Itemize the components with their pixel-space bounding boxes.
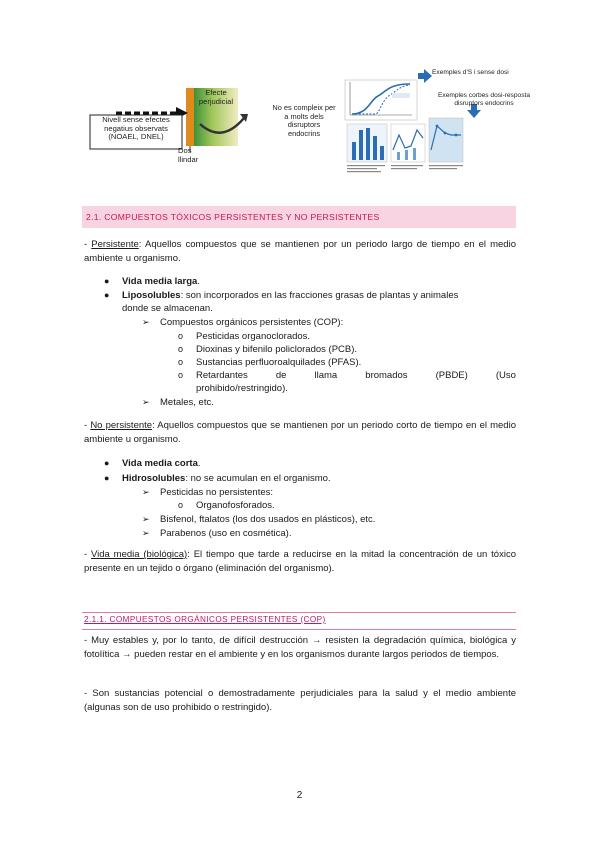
vida-corta: Vida media corta. xyxy=(122,458,201,469)
liposolubles-line: Liposolubles: son incorporados en las fracciones grasas de plantas y animales xyxy=(122,290,459,301)
threshold-bar xyxy=(186,88,194,146)
threshold-label: Dos llindar xyxy=(178,146,199,164)
section-heading-2-1: 2.1. COMPUESTOS TÓXICOS PERSISTENTES Y NO PERSISTENTES xyxy=(82,206,516,228)
persistente-paragraph: - Persistente: Aquellos compuestos que se mantienen por un periodo largo de tiempo en el medio ambiente u organismo. xyxy=(84,239,516,265)
organofosforados-line: Organofosforados. xyxy=(196,500,275,511)
no-persistente-paragraph: - No persistente: Aquellos compuestos que se mantienen por un periodo corto de tiempo en el medio ambiente u organismo. xyxy=(84,420,516,446)
bisfenol-line: Bisfenol, ftalatos (los dos usados en plásticos), etc. xyxy=(160,514,376,525)
bullet-dot: ● xyxy=(104,458,110,468)
middle-note: No es compleix per a molts dels disruptors endocrins xyxy=(272,103,336,138)
metales-line: Metales, etc. xyxy=(160,397,214,408)
section-heading-2-1-1: 2.1.1. COMPUESTOS ORGÁNICOS PERSISTENTES (COP) xyxy=(82,612,516,630)
cop-line: Compuestos orgánicos persistentes (COP): xyxy=(160,317,344,328)
bullet-dot: ● xyxy=(104,473,110,483)
arrow-bullet-icon: ➢ xyxy=(142,514,150,524)
no-persistente-definition: : Aquellos compuestos que se mantienen por un periodo corto de tiempo en el medio ambiente u organismo. xyxy=(84,420,516,446)
page-number: 2 xyxy=(296,790,303,801)
circle-bullet-icon: o xyxy=(178,344,184,354)
right-label-2: Exemples corbes dosi-resposta disruptors endocrins xyxy=(438,92,530,107)
arrow-bullet-icon: ➢ xyxy=(142,317,150,327)
cop-paragraph-1: - Muy estables y, por lo tanto, de difícil destrucción → resisten la degradación química, biológica y fotolítica → pueden restar en el ambiente y en los organismos durante largos periodos de tiempos. xyxy=(84,635,516,661)
bullet-dot: ● xyxy=(104,290,110,300)
persistente-definition: : Aquellos compuestos que se mantienen por un periodo largo de tiempo en el medio ambiente u organismo. xyxy=(84,239,516,265)
pesticidas-np-line: Pesticidas no persistentes: xyxy=(160,487,274,498)
arrow-bullet-icon: ➢ xyxy=(142,397,150,407)
parabenos-line: Parabenos (uso en cosmética). xyxy=(160,528,292,539)
arrow-bullet-icon: ➢ xyxy=(142,487,150,497)
arrow-bullet-icon: ➢ xyxy=(142,528,150,538)
harm-label: Efecte perjudicial xyxy=(198,88,234,106)
hidrosolubles-line: Hidrosolubles: no se acumulan en el organismo. xyxy=(122,473,331,484)
noael-label: Nivell sense efectes negatius observats (NOAEL, DNEL) xyxy=(102,115,170,142)
cop-item-3: Sustancias perfluoroalquilades (PFAS). xyxy=(196,357,362,368)
circle-bullet-icon: o xyxy=(178,500,184,510)
vida-media-paragraph: - Vida media (biológica): El tiempo que tarde a reducirse en la mitad la concentración de un tóxico presente en un tejido o órgano (eliminación del organismo). xyxy=(84,549,516,575)
right-label-1: Exemples d'S i sense dosi xyxy=(432,69,509,76)
liposolubles-line-2: donde se almacenan. xyxy=(122,303,213,314)
vida-media-term: Vida media (biológica) xyxy=(91,549,188,560)
cop-item-4-line-2: prohibido/restringido). xyxy=(196,383,288,394)
vida-larga: Vida media larga. xyxy=(122,276,200,287)
bullet-dot: ● xyxy=(104,276,110,286)
cop-paragraph-2: - Son sustancias potencial o demostradamente perjudiciales para la salud y el medio ambiente (algunas son de uso prohibido o restringido). xyxy=(84,688,516,714)
vida-media-definition: : El tiempo que tarde a reducirse en la mitad la concentración de un tóxico presente en un tejido o órgano (eliminación del organismo). xyxy=(84,549,516,575)
cop-item-4: Retardantes de llama bromados (PBDE) (Uso xyxy=(196,370,516,381)
no-persistente-term: No persistente xyxy=(90,420,153,431)
blue-arrow-right xyxy=(418,69,432,83)
circle-bullet-icon: o xyxy=(178,331,184,341)
dose-response-figure xyxy=(0,0,599,195)
cop-item-1: Pesticidas organoclorados. xyxy=(196,331,311,342)
circle-bullet-icon: o xyxy=(178,357,184,367)
cop-item-2: Dioxinas y bifenilo policlorados (PCB). xyxy=(196,344,358,355)
persistente-term: Persistente xyxy=(91,239,139,250)
circle-bullet-icon: o xyxy=(178,370,184,380)
